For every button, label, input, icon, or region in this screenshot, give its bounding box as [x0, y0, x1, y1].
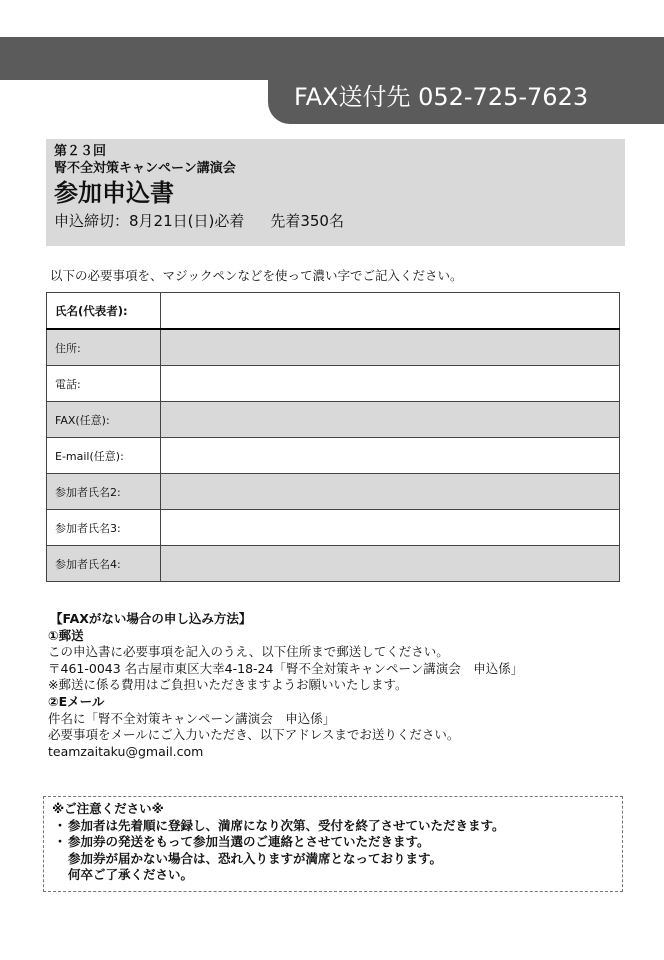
capacity: 先着350名 — [270, 212, 344, 230]
notice-item-text: 参加券の発送をもって参加当選のご連絡とさせていただきます。 — [68, 834, 430, 850]
participant-4-field[interactable] — [161, 546, 620, 582]
field-label: E-mail(任意): — [47, 438, 161, 474]
form-row-participant-2 — [47, 474, 620, 510]
notice-item — [52, 834, 622, 851]
participant-3-field[interactable] — [161, 510, 620, 546]
email-instruction: 必要事項をメールにご入力いただき、以下アドレスまでお送りください。 — [48, 727, 460, 743]
notice-item-continuation: 何卒ご了承ください。 — [68, 867, 194, 883]
page-title: 参加申込書 — [54, 179, 174, 207]
email-heading: ②Eメール — [48, 693, 105, 709]
email-address: teamzaitaku@gmail.com — [48, 743, 204, 759]
email-field[interactable] — [161, 438, 620, 474]
bullet: ・ — [53, 834, 67, 850]
fax-field[interactable] — [161, 402, 620, 438]
form-row-participant-4 — [47, 546, 620, 582]
phone-field[interactable] — [161, 366, 620, 402]
fax-label: FAX送付先 052-725-7623 — [294, 83, 589, 111]
form-row-phone — [47, 366, 620, 402]
form-row-address — [47, 329, 620, 366]
name-field[interactable] — [161, 293, 620, 330]
header-band — [0, 37, 664, 80]
event-name: 腎不全対策キャンペーン講演会 — [54, 161, 236, 176]
notice-title: ※ご注意ください※ — [52, 801, 164, 816]
notice-item-continuation: 参加券が届かない場合は、恐れ入りますが満席となっております。 — [68, 850, 443, 866]
deadline-line — [54, 210, 625, 232]
field-label: 参加者氏名2: — [47, 474, 161, 510]
field-label: 氏名(代表者): — [47, 293, 161, 330]
instruction-text: 以下の必要事項を、マジックペンなどを使って濃い字でご記入ください。 — [50, 268, 463, 283]
alternative-methods — [48, 611, 638, 760]
application-form-table — [46, 292, 620, 582]
participant-2-field[interactable] — [161, 474, 620, 510]
form-row-name — [47, 293, 620, 330]
form-row-fax — [47, 402, 620, 438]
deadline: 申込締切：8月21日(日)必着 — [54, 212, 245, 230]
notice-item-text: 参加者は先着順に登録し、満席になり次第、受付を終了させていただきます。 — [68, 817, 505, 833]
alternative-title: 【FAXがない場合の申し込み方法】 — [50, 611, 252, 626]
address-field[interactable] — [161, 329, 620, 366]
field-label: 参加者氏名3: — [47, 510, 161, 546]
edition-label: 第２３回 — [54, 144, 107, 159]
form-row-email — [47, 438, 620, 474]
email-subject: 件名に「腎不全対策キャンペーン講演会 申込係」 — [48, 710, 336, 726]
notice-box — [43, 796, 623, 892]
mail-note: ※郵送に係る費用はご負担いただきますようお願いいたします。 — [48, 677, 408, 693]
bullet: ・ — [53, 817, 67, 833]
form-row-participant-3 — [47, 510, 620, 546]
mail-heading: ①郵送 — [48, 627, 84, 643]
field-label: 電話: — [47, 366, 161, 402]
field-label: FAX(任意): — [47, 402, 161, 438]
title-block — [46, 139, 625, 246]
field-label: 住所: — [47, 329, 161, 366]
notice-item — [52, 818, 622, 835]
fax-number-tab — [268, 80, 664, 124]
mail-instruction: この申込書に必要事項を記入のうえ、以下住所まで郵送してください。 — [48, 644, 449, 660]
field-label: 参加者氏名4: — [47, 546, 161, 582]
mail-address: 〒461-0043 名古屋市東区大幸4-18-24「腎不全対策キャンペーン講演会 申込係」 — [48, 660, 524, 676]
